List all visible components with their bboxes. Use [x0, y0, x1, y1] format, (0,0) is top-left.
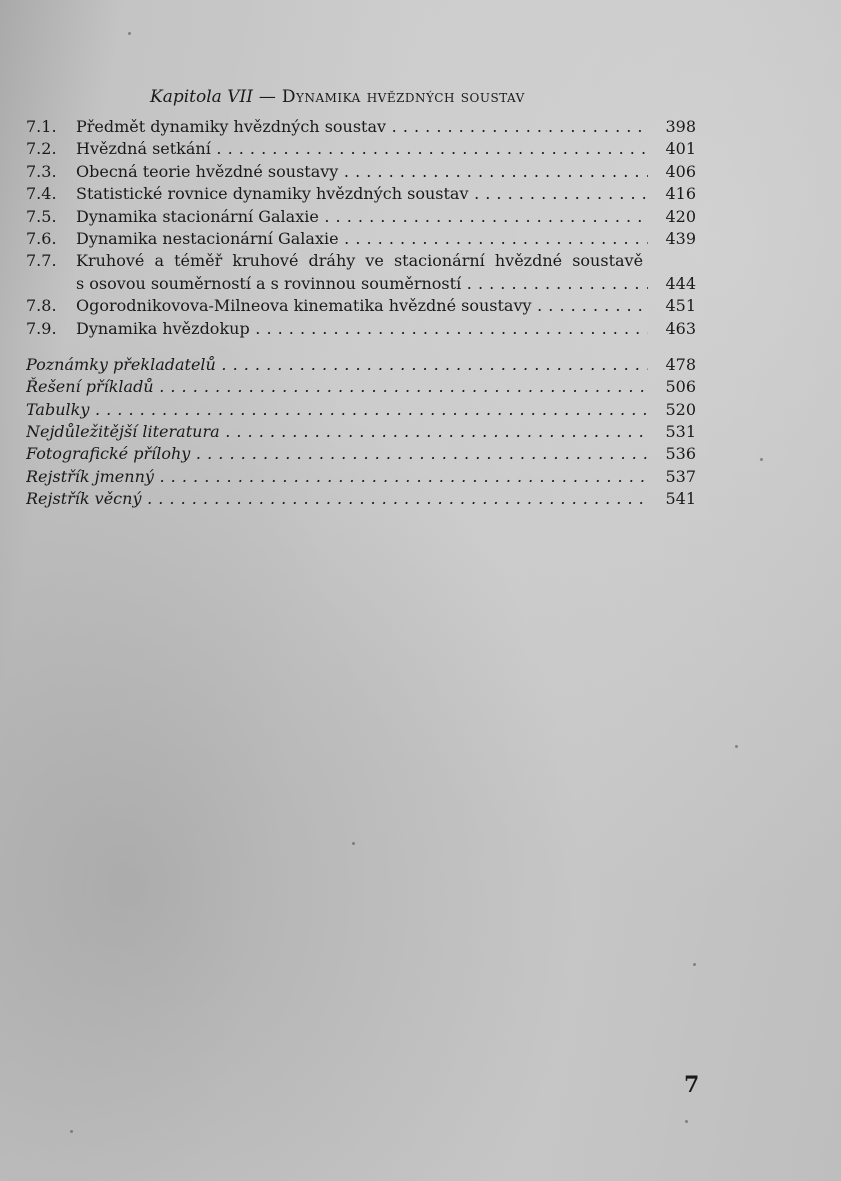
toc-entry-rejstrik-jmenny[interactable] [26, 466, 696, 488]
table-of-contents [26, 116, 696, 511]
section-number: 7.6. [26, 228, 57, 248]
toc-entry-7-3[interactable] [26, 161, 696, 183]
chapter-dash: — [258, 87, 276, 107]
appendix-title: Tabulky . . . [26, 399, 648, 421]
toc-entry-7-8[interactable] [26, 295, 696, 317]
toc-entry-literatura[interactable] [26, 421, 696, 443]
page-number: 444 [665, 273, 696, 293]
page-number: 401 [665, 139, 696, 159]
paper-speck [735, 745, 738, 748]
page-number: 398 [665, 117, 696, 136]
chapter-number: Kapitola VII [150, 87, 253, 107]
section-gap [26, 340, 696, 354]
section-title: Dynamika stacionární Galaxie . . . [76, 206, 648, 228]
section-title: Ogorodnikovova-Milneova kinematika hvězdné soustavy . . . [76, 295, 648, 317]
toc-entry-7-2[interactable] [26, 138, 696, 160]
page-number: 536 [665, 444, 696, 464]
paper-speck [128, 32, 131, 35]
toc-entry-poznamky[interactable] [26, 354, 696, 376]
appendix-list [26, 354, 696, 511]
page-number: 439 [665, 228, 696, 248]
page-number: 537 [665, 466, 696, 486]
toc-entry-7-6[interactable] [26, 228, 696, 250]
page-number: 463 [665, 318, 696, 338]
page-number: 506 [665, 377, 696, 397]
toc-entry-tabulky[interactable] [26, 399, 696, 421]
appendix-title: Poznámky překladatelů . . . [26, 354, 648, 376]
appendix-title: Fotografické přílohy . . . [26, 443, 648, 465]
paper-speck [70, 1130, 73, 1133]
section-number: 7.9. [26, 318, 57, 338]
section-title-line-2: s osovou souměrností a s rovinnou souměrností . . . [76, 273, 648, 295]
section-number: 7.4. [26, 184, 57, 204]
page-number: 406 [665, 161, 696, 181]
section-title: Statistické rovnice dynamiky hvězdných soustav . . . [76, 183, 648, 205]
section-number: 7.7. [26, 251, 57, 271]
section-title-line-1: Kruhové a téměř kruhové dráhy ve stacionární hvězdné soustavě [76, 251, 644, 271]
appendix-title: Rejstřík jmenný . . . [26, 466, 648, 488]
page-number: 451 [665, 296, 696, 316]
page-number: 520 [665, 399, 696, 419]
toc-entry-7-7[interactable] [26, 250, 696, 272]
appendix-title: Rejstřík věcný . . . [26, 488, 648, 510]
toc-entry-7-9[interactable] [26, 318, 696, 340]
paper-speck [352, 842, 355, 845]
page-number: 478 [665, 354, 696, 374]
page-number: 416 [665, 184, 696, 204]
toc-entry-7-5[interactable] [26, 206, 696, 228]
toc-entry-7-4[interactable] [26, 183, 696, 205]
page-number: 420 [665, 206, 696, 226]
section-number: 7.3. [26, 161, 57, 181]
chapter-title: Dynamika hvězdných soustav [281, 87, 525, 107]
section-title: Dynamika hvězdokup . . . [76, 318, 648, 340]
folio-page-number: 7 [684, 1072, 700, 1098]
toc-entry-7-7-continued[interactable] [26, 273, 696, 295]
toc-entry-rejstrik-vecny[interactable] [26, 488, 696, 510]
section-title: Dynamika nestacionární Galaxie . . . [76, 228, 648, 250]
section-title: Předmět dynamiky hvězdných soustav . . . [76, 116, 648, 138]
appendix-title: Řešení příkladů . . . [26, 376, 648, 398]
section-number: 7.1. [26, 117, 57, 136]
section-title: Hvězdná setkání . . . [76, 138, 648, 160]
paper-speck [760, 458, 763, 461]
section-number: 7.8. [26, 296, 57, 316]
chapter-heading [150, 86, 590, 108]
page-number: 531 [665, 422, 696, 442]
page-number: 541 [665, 489, 696, 509]
section-number: 7.2. [26, 139, 57, 159]
appendix-title: Nejdůležitější literatura . . . [26, 421, 648, 443]
toc-entry-fotograficke[interactable] [26, 443, 696, 465]
paper-speck [685, 1120, 688, 1123]
paper-speck [693, 963, 696, 966]
section-title: Obecná teorie hvězdné soustavy . . . [76, 161, 648, 183]
toc-entry-7-1[interactable] [26, 116, 696, 138]
toc-entry-reseni[interactable] [26, 376, 696, 398]
section-number: 7.5. [26, 206, 57, 226]
